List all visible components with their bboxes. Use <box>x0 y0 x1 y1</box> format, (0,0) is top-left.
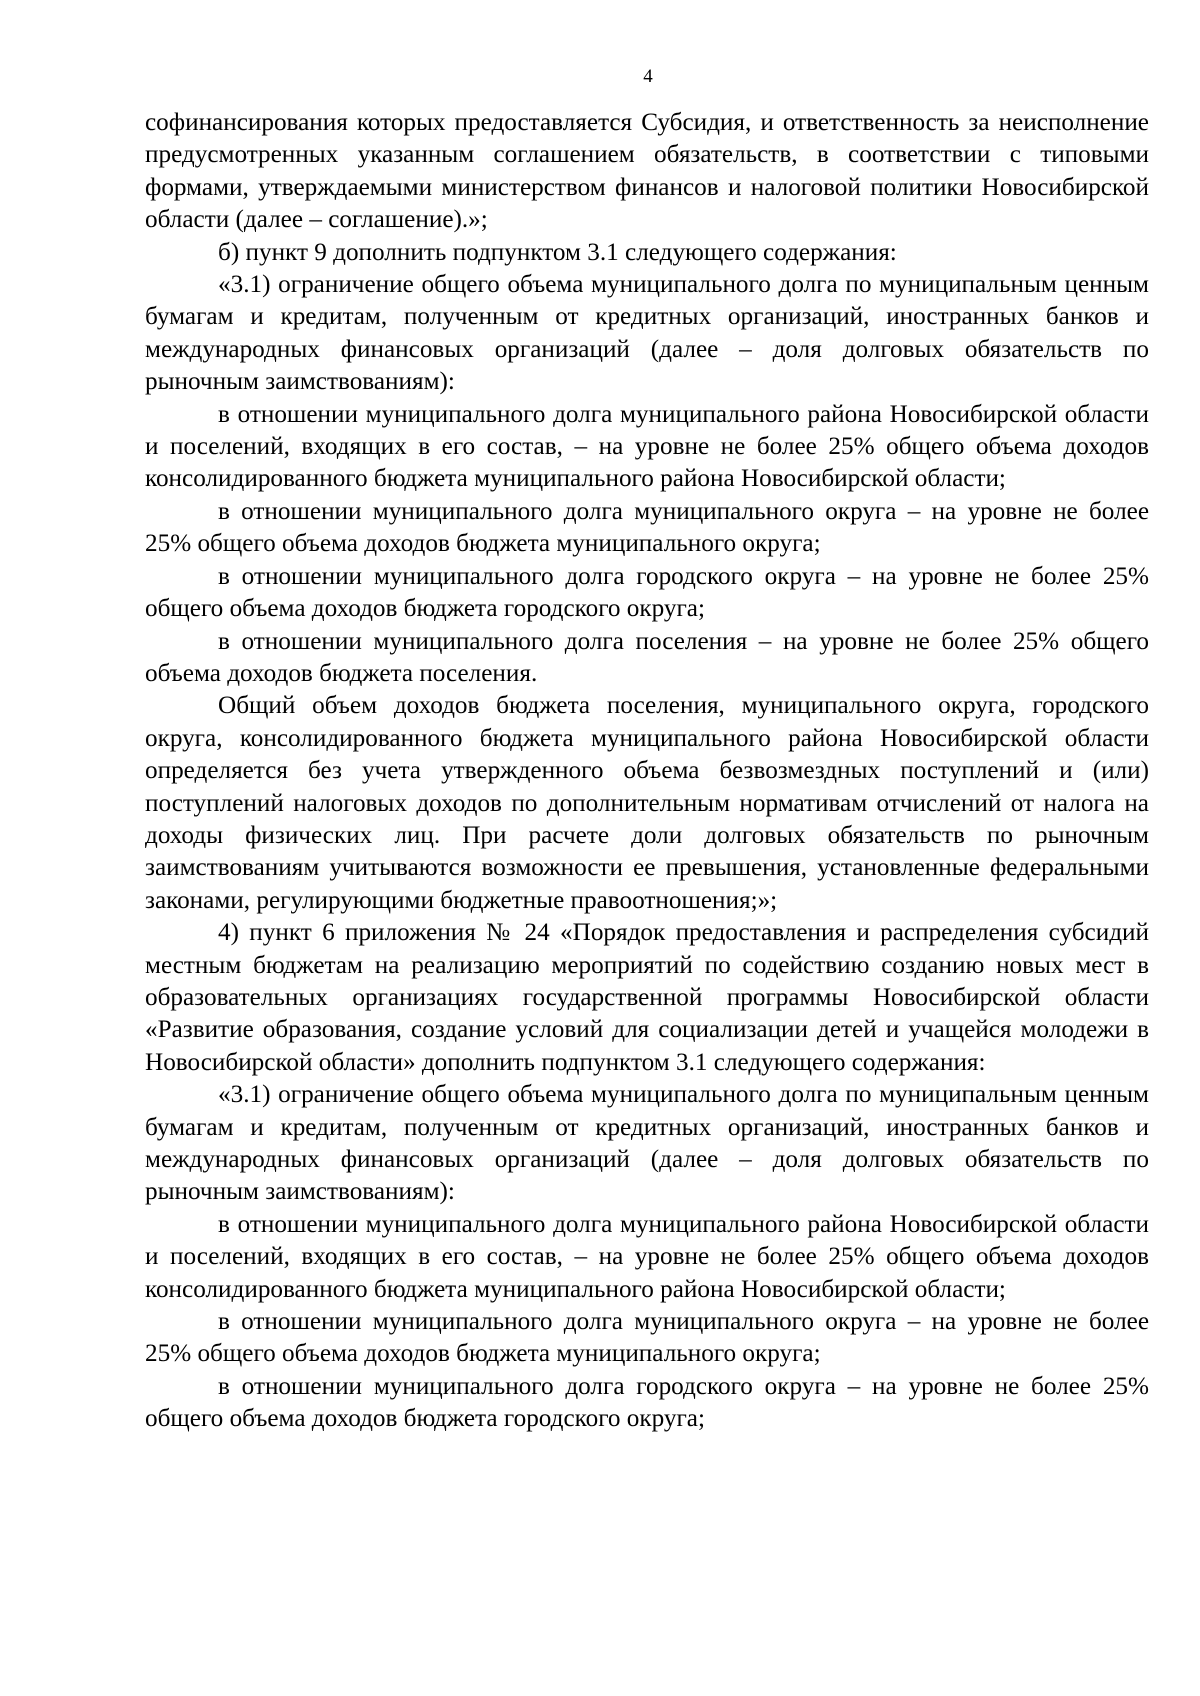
paragraph-subitem-3-1-definition: «3.1) ограничение общего объема муниципального долга по муниципальным ценным бумагам и кредитам, полученным от кредитных организаций, иностранных банков и международных финансовых организаций (далее – доля долговых обязательств по рыночным заимствованиям): <box>145 271 1149 396</box>
paragraph-subitem-3-1-definition-repeat: «3.1) ограничение общего объема муниципального долга по муниципальным ценным бумагам и кредитам, полученным от кредитных организаций, иностранных банков и международных финансовых организаций (далее – доля долговых обязательств по рыночным заимствованиям): <box>145 1081 1149 1206</box>
page-number: 4 <box>643 66 653 87</box>
paragraph-district-debt: в отношении муниципального долга муниципального района Новосибирской области и поселений, входящих в его состав, – на уровне не более 25% общего объема доходов консолидированного бюджета муниципального района Новосибирской области; <box>145 400 1149 493</box>
paragraph-district-debt-repeat: в отношении муниципального долга муниципального района Новосибирской области и поселений, входящих в его состав, – на уровне не более 25% общего объема доходов консолидированного бюджета муниципального района Новосибирской области; <box>145 1210 1149 1303</box>
paragraph-settlement-debt: в отношении муниципального долга поселения – на уровне не более 25% общего объема доходов бюджета поселения. <box>145 627 1149 687</box>
paragraph-item-4: 4) пункт 6 приложения № 24 «Порядок предоставления и распределения субсидий местным бюджетам на реализацию мероприятий по содействию созданию новых мест в образовательных организациях государственной программы Новосибирской области «Развитие образования, создание условий для социализации детей и учащейся молодежи в Новосибирской области» дополнить подпунктом 3.1 следующего содержания: <box>145 919 1149 1076</box>
paragraph-city-okrug-debt-repeat: в отношении муниципального долга городского округа – на уровне не более 25% общего объема доходов бюджета городского округа; <box>145 1372 1149 1433</box>
paragraph-cofinancing-end: софинансирования которых предоставляется Субсидия, и ответственность за неисполнение предусмотренных указанным соглашением обязательств, в соответствии с типовыми формами, утверждаемыми министерством финансов и налоговой политики Новосибирской области (далее – соглашение).»; <box>145 109 1149 234</box>
paragraph-municipal-okrug-debt-repeat: в отношении муниципального долга муниципального округа – на уровне не более 25% общего объема доходов бюджета муниципального округа; <box>145 1308 1149 1368</box>
paragraph-municipal-okrug-debt: в отношении муниципального долга муниципального округа – на уровне не более 25% общего объема доходов бюджета муниципального округа; <box>145 497 1149 558</box>
paragraph-total-revenue: Общий объем доходов бюджета поселения, муниципального округа, городского округа, консолидированного бюджета муниципального района Новосибирской области определяется без учета утвержденного объема безвозмездных поступлений и (или) поступлений налоговых доходов по дополнительным нормативам отчислений от налога на доходы физических лиц. При расчете доли долговых обязательств по рыночным заимствованиям учитываются возможности ее превышения, установленные федеральными законами, регулирующими бюджетные правоотношения;»; <box>145 692 1149 914</box>
paragraph-item-b: б) пункт 9 дополнить подпунктом 3.1 следующего содержания: <box>218 238 897 266</box>
paragraph-city-okrug-debt: в отношении муниципального долга городского округа – на уровне не более 25% общего объема доходов бюджета городского округа; <box>145 562 1149 623</box>
document-body <box>145 107 1149 1436</box>
